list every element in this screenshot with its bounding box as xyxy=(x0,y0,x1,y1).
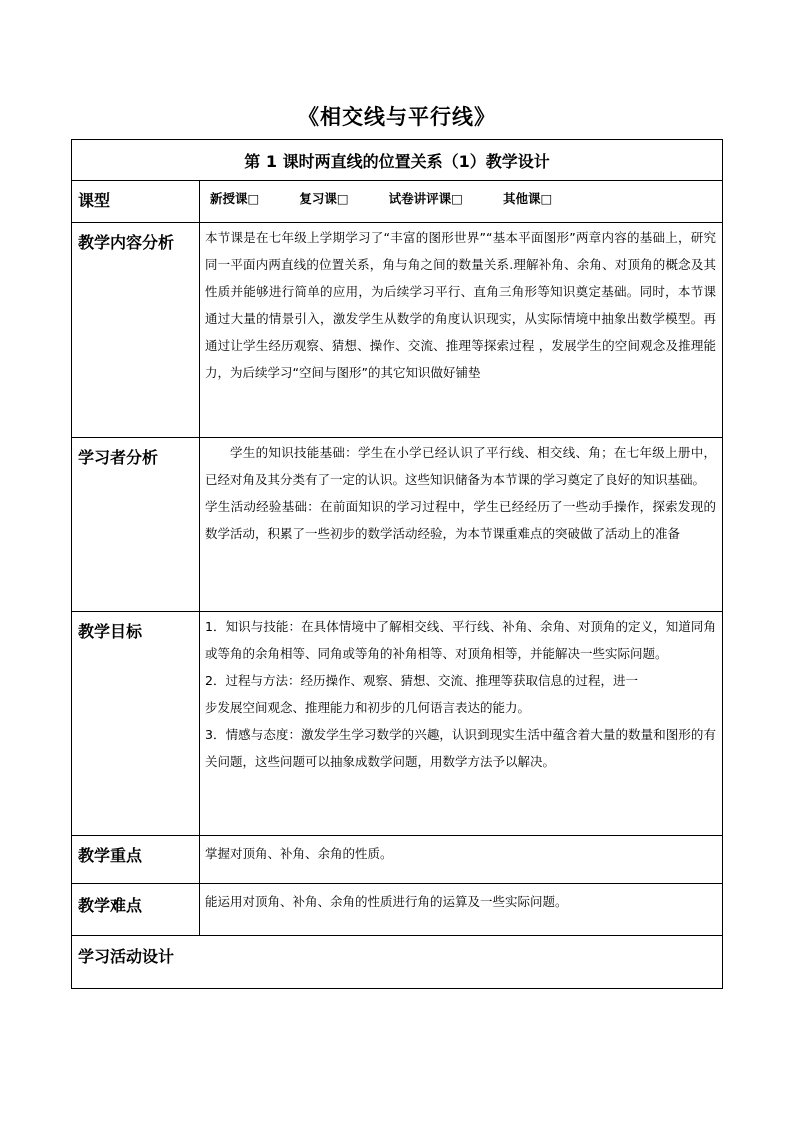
subtitle-row xyxy=(72,140,723,181)
goal-process-methods-line2: 步发展空间观念、推理能力和初步的几何语言表达的能力。 xyxy=(205,700,531,715)
activity-design-label: 学习活动设计 xyxy=(72,936,723,989)
lesson-type-option-new[interactable]: 新授课□ xyxy=(210,191,260,206)
lesson-type-option-exam-review[interactable]: 试卷讲评课□ xyxy=(388,191,463,206)
lesson-type-option-other[interactable]: 其他课□ xyxy=(502,191,553,206)
lesson-type-row xyxy=(72,181,723,223)
goals-row xyxy=(72,612,723,836)
learner-analysis-row xyxy=(72,438,723,612)
difficulties-label: 教学难点 xyxy=(72,884,200,936)
learner-experience-paragraph: 学生活动经验基础：在前面知识的学习过程中，学生已经经历了一些动手操作，探索发现的数学活动，积累了一些初步的数学活动经验，为本节课重难点的突破做了活动上的准备 xyxy=(205,499,717,541)
goal-emotion-attitude: 3．情感与态度：激发学生学习数学的兴趣，认识到现实生活中蕴含着大量的数量和图形的有关问题，这些问题可以抽象成数学问题，用数学方法予以解决。 xyxy=(205,727,717,769)
learner-analysis-label: 学习者分析 xyxy=(72,438,200,612)
difficulties-text: 能运用对顶角、补角、余角的性质进行角的运算及一些实际问题。 xyxy=(205,894,568,909)
lesson-type-options xyxy=(200,181,723,223)
lesson-type-label: 课型 xyxy=(72,181,200,223)
lesson-type-option-review[interactable]: 复习课□ xyxy=(299,191,349,206)
goals-label: 教学目标 xyxy=(72,612,200,836)
key-points-row xyxy=(72,836,723,884)
goal-process-methods-line1: 2．过程与方法：经历操作、观察、猜想、交流、推理等获取信息的过程，进一 xyxy=(205,673,638,688)
difficulties-row xyxy=(72,884,723,936)
learner-knowledge-paragraph: 学生的知识技能基础：学生在小学已经认识了平行线、相交线、角；在七年级上册中，已经对角及其分类有了一定的认识。这些知识储备为本节课的学习奠定了良好的知识基础。 xyxy=(205,445,717,487)
learner-analysis-cell xyxy=(200,438,723,612)
lesson-plan-table xyxy=(71,139,723,989)
activity-design-row xyxy=(72,936,723,989)
key-points-cell xyxy=(200,836,723,884)
content-analysis-row xyxy=(72,223,723,438)
lesson-subtitle: 第 1 课时两直线的位置关系（1）教学设计 xyxy=(72,140,723,181)
content-analysis-label: 教学内容分析 xyxy=(72,223,200,438)
goals-cell xyxy=(200,612,723,836)
key-points-label: 教学重点 xyxy=(72,836,200,884)
goal-knowledge-skills: 1．知识与技能：在具体情境中了解相交线、平行线、补角、余角、对顶角的定义，知道同角或等角的余角相等、同角或等角的补角相等、对顶角相等，并能解决一些实际问题。 xyxy=(205,619,717,661)
content-analysis-cell xyxy=(200,223,723,438)
key-points-text: 掌握对顶角、补角、余角的性质。 xyxy=(205,846,393,861)
difficulties-cell xyxy=(200,884,723,936)
content-analysis-text: 本节课是在七年级上学期学习了“丰富的图形世界”“基本平面图形”两章内容的基础上，研究同一平面内两直线的位置关系，角与角之间的数量关系.理解补角、余角、对顶角的概念及其性质并能够进行简单的应用，为后续学习平行、直角三角形等知识奠定基础。同时，本节课通过大量的情景引入，激发学生从数学的角度认识现实，从实际情境中抽象出数学模型。再通过让学生经历观察、猜想、操作、交流、推理等探索过程 ，发展学生的空间观念及推理能力，为后续学习“空间与图形”的其它知识做好铺垫 xyxy=(205,230,717,380)
document-title: 《相交线与平行线》 xyxy=(298,104,496,129)
